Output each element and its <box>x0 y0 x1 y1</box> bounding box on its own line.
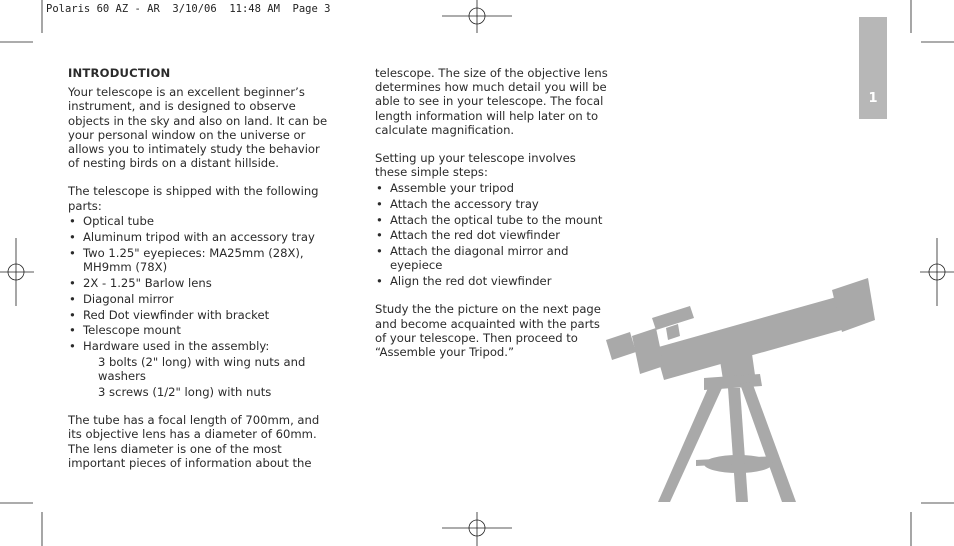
hardware-item: 3 screws (1/2" long) with nuts <box>98 385 272 399</box>
outro-paragraph: Study the the picture on the next page and become acquainted with the parts of your telescope. Then proceed to “Assemble your Tripod.” <box>375 302 601 360</box>
continuation-paragraph: telescope. The size of the objective lens determines how much detail you will be able to see in your telescope. The focal length information will help later on to calculate magnification. <box>375 66 608 137</box>
print-slug: Polaris 60 AZ - AR 3/10/06 11:48 AM Page 3 <box>46 3 331 15</box>
registration-mark-left <box>0 238 34 306</box>
telescope-silhouette <box>606 278 875 502</box>
list-item: • Attach the diagonal mirror and eyepiece <box>375 244 610 272</box>
registration-mark-top <box>442 0 512 33</box>
hardware-item: 3 bolts (2" long) with wing nuts and washers <box>98 355 306 384</box>
list-item: • Red Dot viewfinder with bracket <box>68 308 330 322</box>
list-item: • Attach the optical tube to the mount <box>375 213 610 227</box>
registration-mark-right <box>920 238 954 306</box>
list-item: • Hardware used in the assembly: <box>68 339 330 353</box>
list-item: • Assemble your tripod <box>375 181 610 195</box>
section-heading: INTRODUCTION <box>68 66 171 80</box>
left-column <box>68 66 330 470</box>
parts-intro: The telescope is shipped with the following parts: <box>68 184 319 213</box>
list-item: • Two 1.25" eyepieces: MA25mm (28X), MH9mm (78X) <box>68 246 330 274</box>
list-item: • Align the red dot viewfinder <box>375 274 610 288</box>
steps-intro: Setting up your telescope involves these simple steps: <box>375 151 576 180</box>
steps-list <box>375 181 610 288</box>
parts-list <box>68 214 330 353</box>
right-column <box>375 66 610 359</box>
chapter-tab <box>859 17 887 119</box>
list-item: • Telescope mount <box>68 323 330 337</box>
list-item: • Attach the accessory tray <box>375 197 610 211</box>
registration-mark-bottom <box>442 512 512 546</box>
list-item: • Aluminum tripod with an accessory tray <box>68 230 330 244</box>
list-item: • 2X - 1.25" Barlow lens <box>68 276 330 290</box>
telescope-illustration <box>600 270 875 506</box>
list-item: • Optical tube <box>68 214 330 228</box>
chapter-number: 1 <box>868 91 878 106</box>
intro-paragraph: Your telescope is an excellent beginner’s instrument, and is designed to observe objects in the sky and also on land. It can be your personal window on the universe or allows you to intimately study the behavior of nesting birds on a distant hillside. <box>68 85 328 171</box>
closing-paragraph: The tube has a focal length of 700mm, and its objective lens has a diameter of 60mm. The lens diameter is one of the most important pieces of information about the <box>68 413 320 470</box>
list-item: • Attach the red dot viewfinder <box>375 228 610 242</box>
list-item: • Diagonal mirror <box>68 292 330 306</box>
